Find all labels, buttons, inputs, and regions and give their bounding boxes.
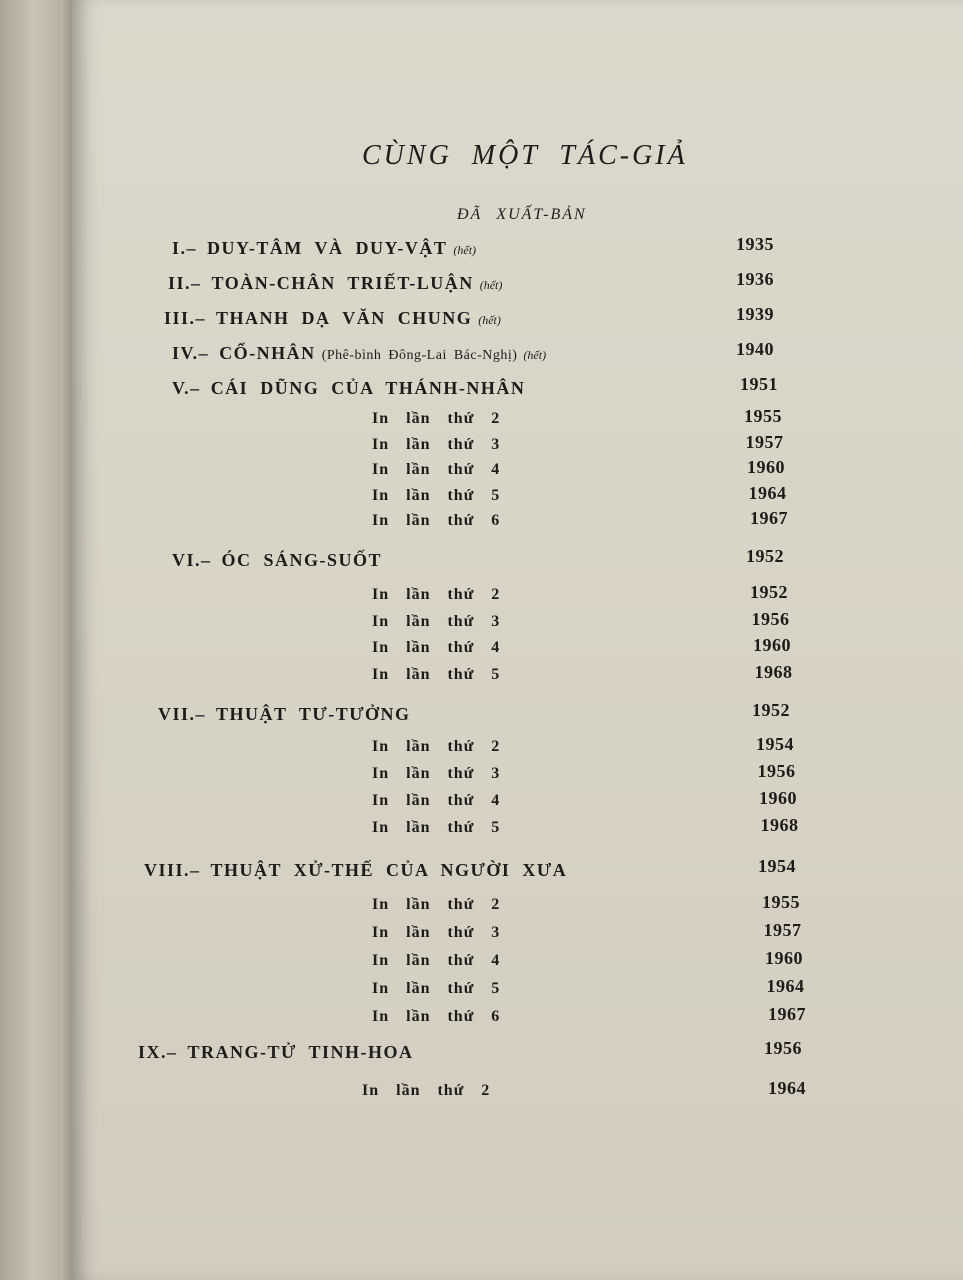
- book-year: 1939: [736, 304, 774, 324]
- book-title: CỔ-NHÂN: [219, 343, 316, 363]
- reprint-year: 1960: [765, 948, 803, 968]
- book-number: VII.–: [158, 704, 207, 724]
- book-entry: [168, 273, 502, 294]
- book-status-note: (hết): [479, 278, 503, 292]
- book-number: IV.–: [172, 343, 210, 363]
- reprint-label: In lần thứ 2: [372, 586, 501, 603]
- book-number: IX.–: [138, 1042, 178, 1062]
- reprint-year: 1964: [766, 976, 805, 996]
- reprint-label: In lần thứ 6: [372, 512, 501, 529]
- reprint-year: 1957: [763, 920, 802, 940]
- book-entry: [172, 238, 476, 259]
- book-year: 1935: [736, 234, 774, 254]
- book-title: DUY-TÂM VÀ DUY-VẬT: [207, 238, 448, 258]
- reprint-year: 1964: [748, 482, 787, 503]
- reprint-label: In lần thứ 2: [372, 410, 501, 427]
- reprint-year: 1956: [751, 608, 790, 629]
- book-title: ÓC SÁNG-SUỐT: [221, 550, 383, 570]
- reprint-label: In lần thứ 2: [362, 1082, 491, 1099]
- reprint-label: In lần thứ 3: [372, 924, 501, 941]
- book-number: VIII.–: [144, 860, 201, 880]
- reprint-label: In lần thứ 5: [372, 819, 501, 836]
- reprint-year: 1967: [750, 508, 788, 528]
- reprint-year: 1955: [762, 892, 800, 912]
- book-entry: [138, 1042, 414, 1063]
- reprint-year: 1960: [759, 788, 797, 808]
- book-title: CÁI DŨNG CỦA THÁNH-NHÂN: [210, 378, 526, 398]
- reprint-label: In lần thứ 4: [372, 461, 501, 478]
- reprint-label: In lần thứ 4: [372, 952, 501, 969]
- reprint-label: In lần thứ 5: [372, 665, 501, 683]
- book-year: 1954: [758, 856, 796, 876]
- reprint-year: 1957: [745, 431, 784, 452]
- reprint-label: In lần thứ 3: [372, 612, 501, 630]
- reprint-label: In lần thứ 3: [372, 435, 501, 453]
- book-entry: [164, 308, 501, 329]
- book-title: THANH DẠ VĂN CHUNG: [216, 308, 473, 328]
- book-year: 1940: [736, 339, 774, 359]
- reprint-year: 1955: [744, 406, 782, 426]
- book-status-note: (hết): [478, 313, 501, 327]
- book-title: THUẬT XỬ-THẾ CỦA NGƯỜI XƯA: [210, 860, 568, 880]
- book-entry: [172, 378, 525, 399]
- book-title: TOÀN-CHÂN TRIẾT-LUẬN: [211, 273, 474, 293]
- book-status-note: (hết): [453, 243, 477, 257]
- reprint-year: 1968: [760, 815, 799, 835]
- book-year: 1951: [740, 374, 778, 394]
- reprint-year: 1952: [750, 582, 788, 602]
- reprint-label: In lần thứ 2: [372, 738, 501, 755]
- book-number: II.–: [168, 273, 202, 293]
- reprint-year: 1954: [756, 734, 794, 754]
- reprint-year: 1960: [747, 457, 785, 477]
- book-number: III.–: [164, 308, 207, 328]
- book-year: 1952: [746, 546, 784, 566]
- book-entry: [158, 704, 411, 725]
- book-number: I.–: [172, 238, 198, 258]
- left-page-edge: [0, 0, 78, 1280]
- reprint-label: In lần thứ 4: [372, 792, 501, 809]
- reprint-year: 1964: [768, 1078, 806, 1098]
- book-year: 1952: [752, 700, 790, 720]
- book-number: V.–: [172, 378, 201, 398]
- reprint-label: In lần thứ 2: [372, 896, 501, 913]
- book-status-note: (hết): [523, 348, 547, 362]
- reprint-year: 1956: [757, 761, 796, 781]
- page-title: CÙNG MỘT TÁC-GIẢ: [362, 140, 688, 171]
- reprint-label: In lần thứ 5: [372, 486, 501, 504]
- book-entry: [144, 860, 567, 881]
- book-entry: [172, 550, 382, 571]
- book-title: THUẬT TƯ-TƯỞNG: [216, 704, 411, 724]
- reprint-label: In lần thứ 5: [372, 980, 501, 997]
- page-subtitle: ĐÃ XUẤT-BẢN: [457, 206, 587, 223]
- book-title: TRANG-TỬ TINH-HOA: [187, 1042, 414, 1062]
- reprint-year: 1960: [753, 635, 791, 655]
- reprint-year: 1968: [754, 661, 793, 682]
- reprint-label: In lần thứ 4: [372, 639, 501, 656]
- book-subtitle: (Phê-bình Đông-Lai Bác-Nghị): [321, 348, 518, 363]
- book-number: VI.–: [172, 550, 212, 570]
- book-page: [72, 0, 963, 1280]
- reprint-label: In lần thứ 3: [372, 765, 501, 782]
- book-year: 1956: [764, 1038, 802, 1058]
- book-entry: [172, 343, 546, 364]
- reprint-year: 1967: [768, 1004, 806, 1024]
- book-year: 1936: [736, 269, 774, 289]
- reprint-label: In lần thứ 6: [372, 1008, 501, 1025]
